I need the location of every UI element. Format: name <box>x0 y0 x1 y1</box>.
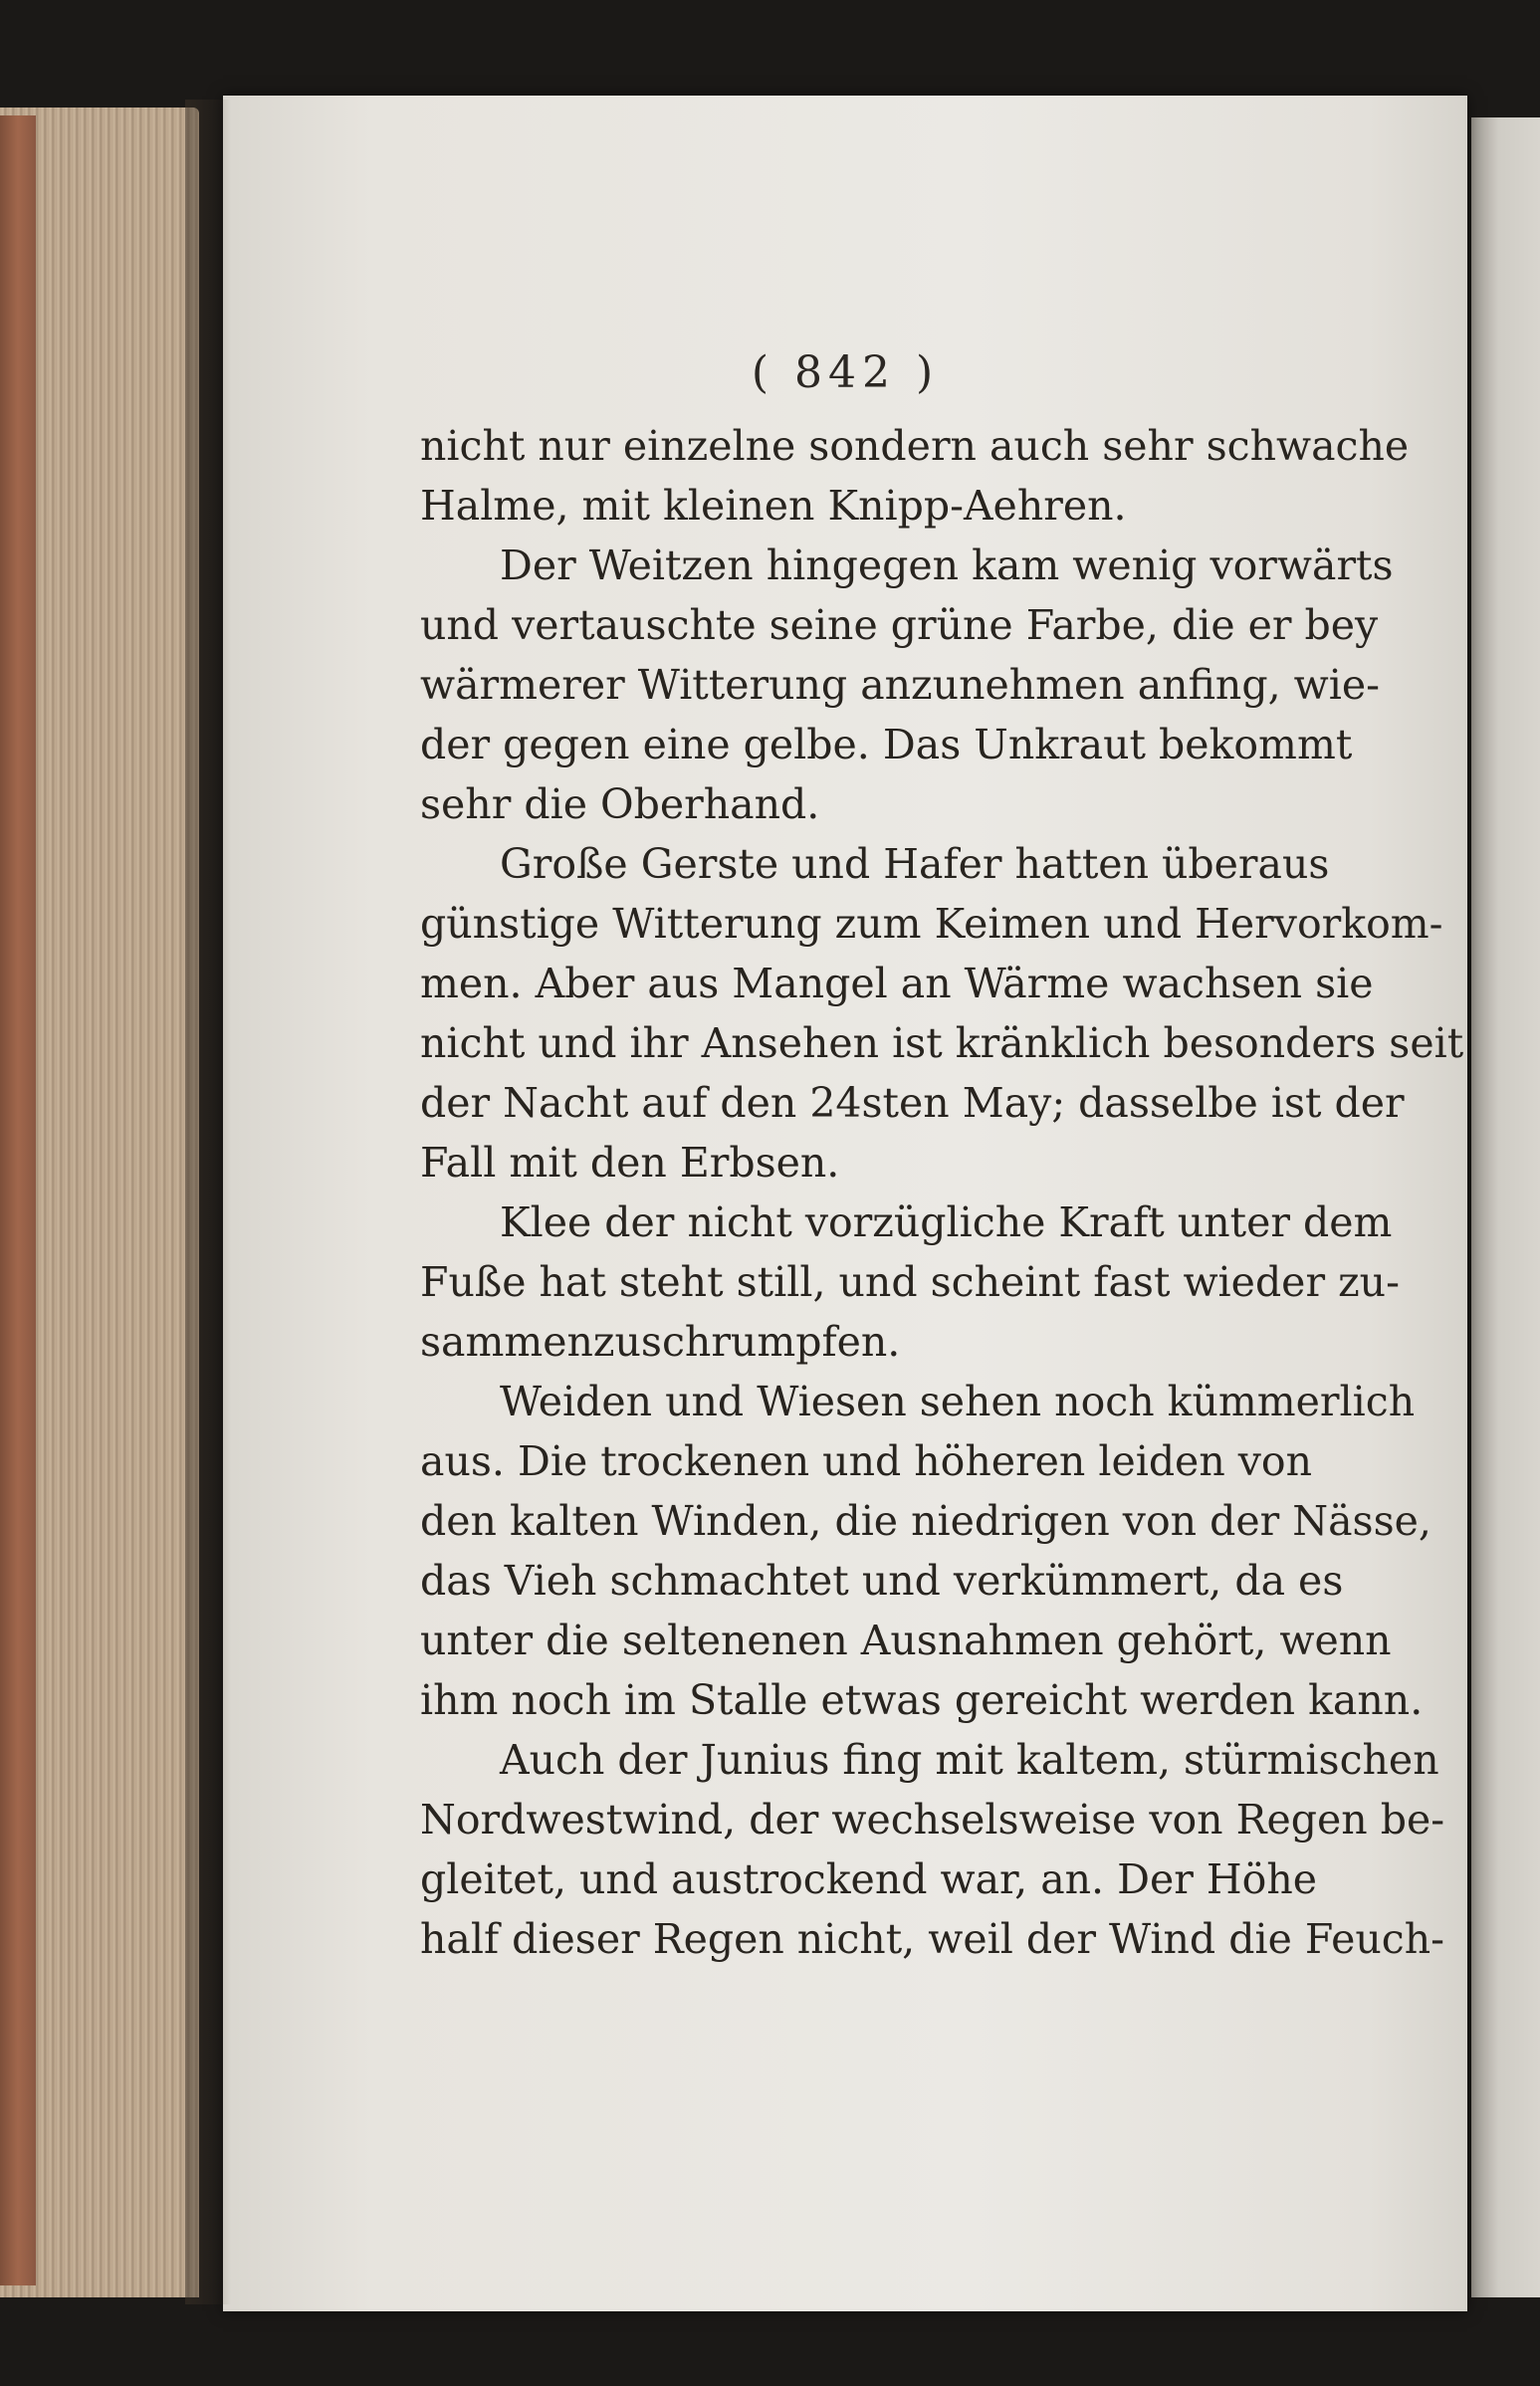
text-line: half dieser Regen nicht, weil der Wind die Feuch- <box>420 1915 1444 1963</box>
facing-page-edge <box>1471 117 1540 2297</box>
text-line: Große Gerste und Hafer hatten überaus <box>500 840 1330 888</box>
text-line: Nordwestwind, der wechselsweise von Regen be- <box>420 1796 1445 1844</box>
text-line: Der Weitzen hingegen kam wenig vorwärts <box>500 542 1394 589</box>
gutter-shadow <box>185 100 231 2304</box>
text-line: Auch der Junius fing mit kaltem, stürmischen <box>500 1736 1439 1784</box>
text-line: Weiden und Wiesen sehen noch kümmerlich <box>500 1378 1416 1425</box>
text-line: unter die seltenenen Ausnahmen gehört, wenn <box>420 1617 1392 1664</box>
page-number-header: ( 842 ) <box>751 347 940 398</box>
text-line: günstige Witterung zum Keimen und Hervorkom- <box>420 900 1443 948</box>
text-line: Fuße hat steht still, und scheint fast wieder zu- <box>420 1258 1400 1306</box>
text-line: men. Aber aus Mangel an Wärme wachsen sie <box>420 960 1374 1007</box>
text-line: ihm noch im Stalle etwas gereicht werden kann. <box>420 1676 1424 1724</box>
text-line: das Vieh schmachtet und verkümmert, da es <box>420 1557 1344 1605</box>
text-line: sammenzuschrumpfen. <box>420 1318 901 1366</box>
text-line: den kalten Winden, die niedrigen von der Nässe, <box>420 1497 1431 1545</box>
text-line: Klee der nicht vorzügliche Kraft unter dem <box>500 1198 1393 1246</box>
text-line: Halme, mit kleinen Knipp-Aehren. <box>420 482 1127 530</box>
text-line: aus. Die trockenen und höheren leiden von <box>420 1437 1313 1485</box>
text-line: gleitet, und austrockend war, an. Der Höhe <box>420 1855 1317 1903</box>
text-line: Fall mit den Erbsen. <box>420 1139 840 1187</box>
text-line: sehr die Oberhand. <box>420 780 820 828</box>
page-body-text <box>420 416 1464 1969</box>
text-line: der Nacht auf den 24sten May; dasselbe ist der <box>420 1079 1405 1127</box>
text-line: und vertauschte seine grüne Farbe, die er bey <box>420 601 1379 649</box>
text-line: nicht und ihr Ansehen ist kränklich besonders seit <box>420 1019 1464 1067</box>
text-line: nicht nur einzelne sondern auch sehr schwache <box>420 422 1410 470</box>
text-line: wärmerer Witterung anzunehmen anfing, wie- <box>420 661 1380 709</box>
book-cover-edge <box>0 115 36 2285</box>
text-line: der gegen eine gelbe. Das Unkraut bekommt <box>420 721 1353 768</box>
book-page <box>223 96 1467 2311</box>
